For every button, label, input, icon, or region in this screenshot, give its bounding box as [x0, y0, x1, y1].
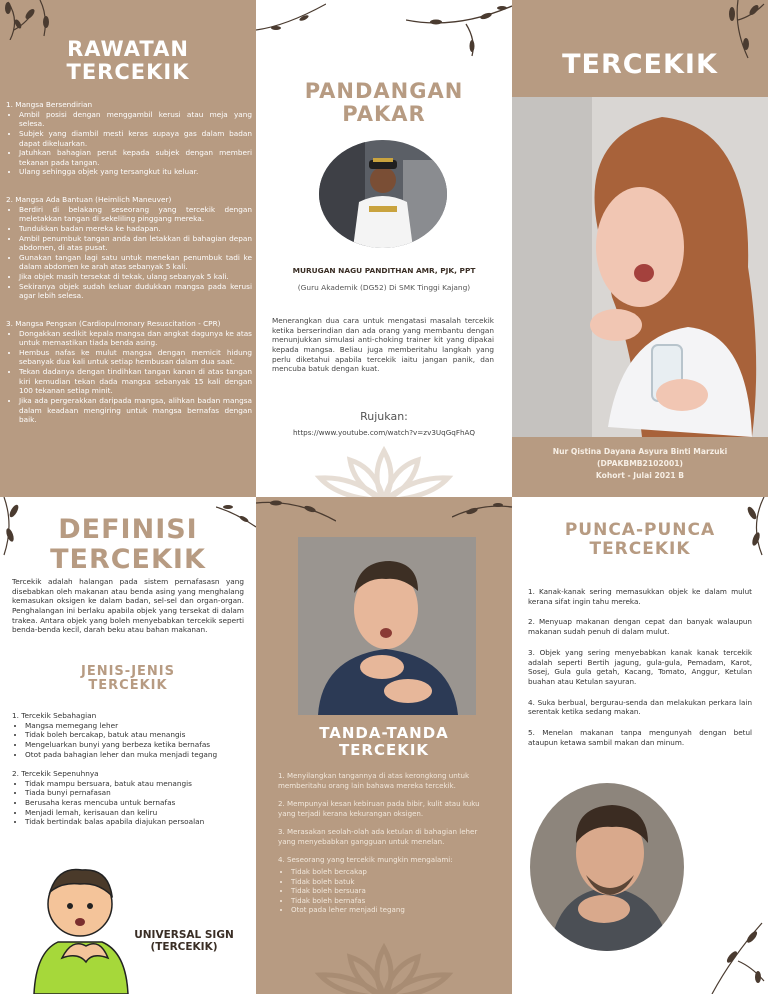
- lotus-watermark-icon: [314, 446, 454, 497]
- author-name: Nur Qistina Dayana Asyura Binti Marzuki: [552, 447, 728, 456]
- jenis-list: [12, 711, 242, 827]
- list-item: 1. Kanak-kanak sering memasukkan objek ke dalam mulut kerana sifat ingin tahu mereka.: [528, 587, 752, 606]
- universal-sign-label: [124, 929, 244, 953]
- lotus-watermark-icon: [314, 943, 454, 994]
- jenis-title: [0, 665, 256, 694]
- expert-name: MURUGAN NAGU PANDITHAN AMR, PJK, PPT: [292, 266, 476, 275]
- list-item: • Tidak boleh bernafas: [291, 896, 492, 906]
- man-choking-photo: [298, 537, 476, 715]
- list-item: • Menjadi lemah, kerisauan dan keliru: [25, 808, 242, 818]
- list-item: 3. Objek yang sering menyebabkan kanak kanak tercekik adalah seperti Bertih jagung, gula-gula, Pemadam, Karot, Sosej, Gula gula getah, Kacang, Tomato, Anggur, Ketulan buahan atau Ketulan sayuran.: [528, 647, 752, 687]
- list-item: • Sekiranya objek sudah keluar dudukkan mangsa pada kerusi agar lebih selesa.: [19, 282, 252, 301]
- list-item: • Jatuhkan bahagian perut kepada subjek dengan memberi tekanan pada tangan.: [19, 148, 252, 167]
- panel-definisi: [0, 497, 256, 994]
- list-item: • Mangsa memegang leher: [25, 721, 242, 731]
- list-item: • Mengeluarkan bunyi yang berbeza ketika bernafas: [25, 740, 242, 750]
- pandangan-title-line1: PANDANGAN: [304, 79, 464, 103]
- punca-title-line2: TERCEKIK: [589, 538, 691, 559]
- jenis-heading: 2. Tercekik Sepenuhnya: [12, 769, 99, 779]
- branch-decoration-icon: [406, 0, 512, 60]
- tanda-title: [256, 725, 512, 758]
- branch-decoration-icon: [0, 0, 256, 40]
- list-item: • Tidak bertindak balas apabila diajukan persoalan: [25, 817, 242, 827]
- list-item: 5. Menelan makanan tanpa mengunyah dengan betul ataupun ketawa sambil makan dan minum.: [528, 728, 752, 747]
- expert-photo: [319, 140, 447, 248]
- list-item: • Subjek yang diambil mesti keras supaya gas dalam badan dapat dikeluarkan.: [19, 129, 252, 148]
- pandangan-title-line2: PAKAR: [342, 102, 426, 127]
- list-item: • Tekan dadanya dengan tindihkan tangan kanan di atas tangan kiri kemudian tekan dada mangsa sebanyak 15 kali dengan 100 tekanan setiap minit.: [19, 367, 252, 396]
- list-item: • Jika objek masih tersekat di tekak, ulang sebanyak 5 kali.: [19, 272, 252, 282]
- list-item: 2. Mempunyai kesan kebiruan pada bibir, kulit atau kuku yang terjadi kerana kekurangan oksigen.: [278, 799, 480, 818]
- universal-sign-illustration: [28, 862, 132, 994]
- panel-tanda-tanda: [256, 497, 512, 994]
- punca-title: [512, 521, 768, 558]
- author-cohort: Kohort - Julai 2021 B: [595, 470, 685, 480]
- rawatan-section-heading: 3. Mangsa Pengsan (Cardiopulmonary Resuscitation - CPR): [6, 318, 221, 328]
- tanda-title-line2: TERCEKIK: [338, 740, 430, 759]
- tanda-sub-list: [278, 867, 492, 915]
- list-item: 2. Menyuap makanan dengan cepat dan banyak walaupun makanan sudah penuh di dalam mulut.: [528, 617, 752, 637]
- list-item: • Tidak mampu bersuara, batuk atau menangis: [25, 779, 242, 789]
- rawatan-list: [6, 205, 252, 301]
- list-item: 3. Merasakan seolah-olah ada ketulan di bahagian leher yang menyebabkan gangguan untuk menelan.: [278, 827, 478, 846]
- list-item: 1. Menyilangkan tangannya di atas kerongkong untuk memberitahu orang lain bahawa mereka tercekik.: [278, 771, 470, 790]
- author-id: (DPAKBMB2102001): [597, 458, 683, 468]
- definisi-title-line2: TERCEKIK: [50, 543, 206, 575]
- list-item: • Berdiri di belakang seseorang yang tercekik dengan meletakkan tangan di sekeliling pinggang mereka.: [19, 205, 252, 224]
- cover-author: [512, 446, 768, 481]
- list-item: • Ambil posisi dengan menggambil kerusi atau meja yang selesa.: [19, 110, 252, 129]
- branch-decoration-icon: [702, 917, 768, 994]
- punca-list: [528, 587, 752, 759]
- reference-label: Rujukan:: [360, 410, 408, 423]
- list-item: 4. Suka berbual, bergurau-senda dan melakukan perkara lain serentak ketika sedang makan.: [528, 697, 752, 717]
- rawatan-title-line1: RAWATAN: [67, 37, 189, 61]
- branch-decoration-icon: [452, 497, 512, 537]
- list-item: • Tiada bunyi pernafasan: [25, 788, 242, 798]
- jenis-heading: 1. Tercekik Sebahagian: [12, 711, 97, 720]
- rawatan-section-heading: 1. Mangsa Bersendirian: [6, 100, 93, 109]
- jenis-items: [12, 779, 242, 827]
- rawatan-list: [6, 110, 252, 177]
- jenis-title-line2: TERCEKIK: [88, 678, 168, 694]
- man-choking-portrait: [530, 783, 684, 951]
- rawatan-list: [6, 329, 252, 425]
- list-item: • Otot pada bahagian leher dan muka menjadi tegang: [25, 750, 242, 760]
- universal-sign-line1: UNIVERSAL SIGN: [134, 929, 234, 941]
- cover-title: TERCEKIK: [562, 49, 718, 80]
- jenis-title-line1: JENIS-JENIS: [81, 664, 175, 679]
- panel-punca-punca: [512, 497, 768, 994]
- list-item: • Tidak boleh bercakap, batuk atau menangis: [25, 730, 242, 740]
- expert-description: Menerangkan dua cara untuk mengatasi masalah tercekik ketika berserindian dan ada orang yang membantu dengan menunjukkan simulasi anti-choking trainer kit yang dipakai kepada mangsa. Beliau juga memberitahu langkah yang perlu diketahui apabila tercekik iaitu jangan panik, dan mencuba batuk dengan kuat.: [272, 316, 494, 374]
- expert-role: (Guru Akademik (DG52) Di SMK Tinggi Kajang): [297, 283, 471, 292]
- list-item: • Tundukkan badan mereka ke hadapan.: [19, 224, 252, 234]
- tanda-title-line1: TANDA-TANDA: [319, 724, 449, 742]
- branch-decoration-icon: [256, 497, 336, 537]
- definisi-text: Tercekik adalah halangan pada sistem pernafasasn yang disebabkan oleh makanan atau benda asing yang menghalang kemasukan oksigen ke dalam badan, sel-sel dan organ-organ. Penghalangan ini berlaku apabila objek yang tersekat di dalam trakea. Antara objek yang boleh menyebabkan tercekik seperti benda-benda kecil, darah beku atau bahan makanan.: [12, 577, 244, 635]
- list-item: • Berusaha keras mencuba untuk bernafas: [25, 798, 242, 808]
- list-item: • Hembus nafas ke mulut mangsa dengan memicit hidung sebanyak dua kali untuk setiap hembusan dalam dua saat.: [19, 348, 252, 367]
- tanda-list: [278, 771, 492, 915]
- definisi-title-line1: DEFINISI: [58, 514, 198, 545]
- pandangan-title: [256, 80, 512, 126]
- definisi-title: [0, 515, 256, 574]
- branch-decoration-icon: [256, 0, 326, 50]
- list-item: • Ulang sehingga objek yang tersangkut itu keluar.: [19, 167, 252, 177]
- universal-sign-line2: (TERCEKIK): [150, 941, 218, 954]
- rawatan-body: [6, 100, 252, 425]
- panel-rawatan: [0, 0, 256, 497]
- rawatan-title: [0, 38, 256, 84]
- cover-photo-choking-girl: [512, 97, 768, 437]
- rawatan-title-line2: TERCEKIK: [66, 60, 190, 85]
- list-item: • Otot pada leher menjadi tegang: [291, 905, 492, 915]
- panel-cover: [512, 0, 768, 497]
- list-item: • Jika ada pergerakkan daripada mangsa, alihkan badan mangsa dalam keadaan mengiring untuk mangsa bernafas dengan baik.: [19, 396, 252, 425]
- list-item: • Tidak boleh bersuara: [291, 886, 492, 896]
- list-item: • Tidak boleh batuk: [291, 877, 492, 887]
- punca-title-line1: PUNCA-PUNCA: [564, 520, 716, 540]
- list-item: • Ambil penumbuk tangan anda dan letakkan di bahagian depan abdomen, di atas pusat.: [19, 234, 252, 253]
- list-item: • Dongakkan sedikit kepala mangsa dan angkat dagunya ke atas untuk memastikan tiada benda asing.: [19, 329, 252, 348]
- panel-pandangan-pakar: [256, 0, 512, 497]
- list-item: • Tidak boleh bercakap: [291, 867, 492, 877]
- list-item: 4. Seseorang yang tercekik mungkin mengalami:: [278, 855, 453, 865]
- jenis-items: [12, 721, 242, 760]
- reference-link[interactable]: https://www.youtube.com/watch?v=zv3UqGqFhAQ: [292, 428, 476, 437]
- rawatan-section-heading: 2. Mangsa Ada Bantuan (Heimlich Maneuver): [6, 195, 172, 204]
- list-item: • Gunakan tangan lagi satu untuk menekan penumbuk tadi ke dalam abdomen ke arah atas sebanyak 5 kali.: [19, 253, 252, 272]
